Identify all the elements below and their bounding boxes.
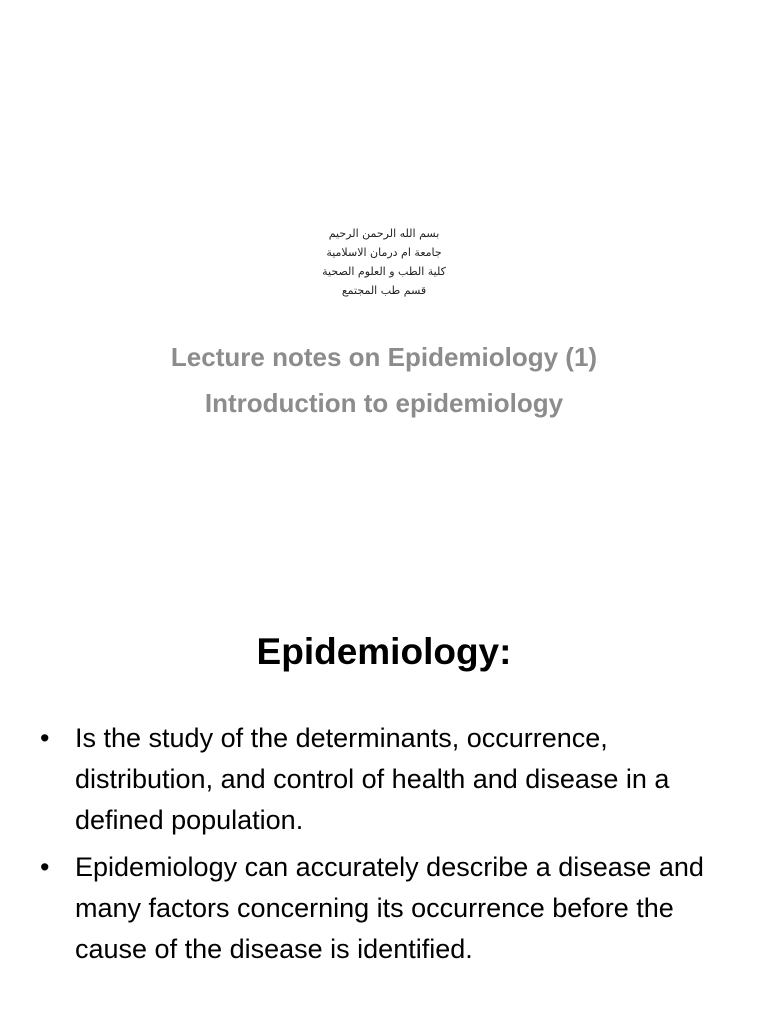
- bullet-item-1: [40, 718, 730, 841]
- bullet-item-2: [40, 847, 730, 970]
- department-name: قسم طب المجتمع: [341, 284, 427, 297]
- content-slide: [0, 576, 768, 1024]
- lecture-title-line-1: Lecture notes on Epidemiology (1): [170, 342, 598, 372]
- institution-header: [0, 224, 768, 300]
- university-name: جامعة ام درمان الاسلامية: [326, 246, 442, 259]
- faculty-name: كلية الطب و العلوم الصحية: [322, 265, 446, 278]
- bullet-text: Epidemiology can accurately describe a disease and many factors concerning its occurrence before the cause of the disease is identified.: [75, 852, 704, 964]
- slide-heading: Epidemiology:: [256, 631, 512, 672]
- bullet-dot: •: [40, 723, 50, 753]
- basmala-line: بسم الله الرحمن الرحيم: [328, 227, 440, 240]
- lecture-title: [0, 334, 768, 426]
- bullet-list: [40, 718, 730, 976]
- bullet-text: Is the study of the determinants, occurrence, distribution, and control of health and disease in a defined population.: [75, 723, 670, 835]
- lecture-title-line-2: Introduction to epidemiology: [204, 388, 564, 418]
- bullet-dot: •: [40, 852, 50, 882]
